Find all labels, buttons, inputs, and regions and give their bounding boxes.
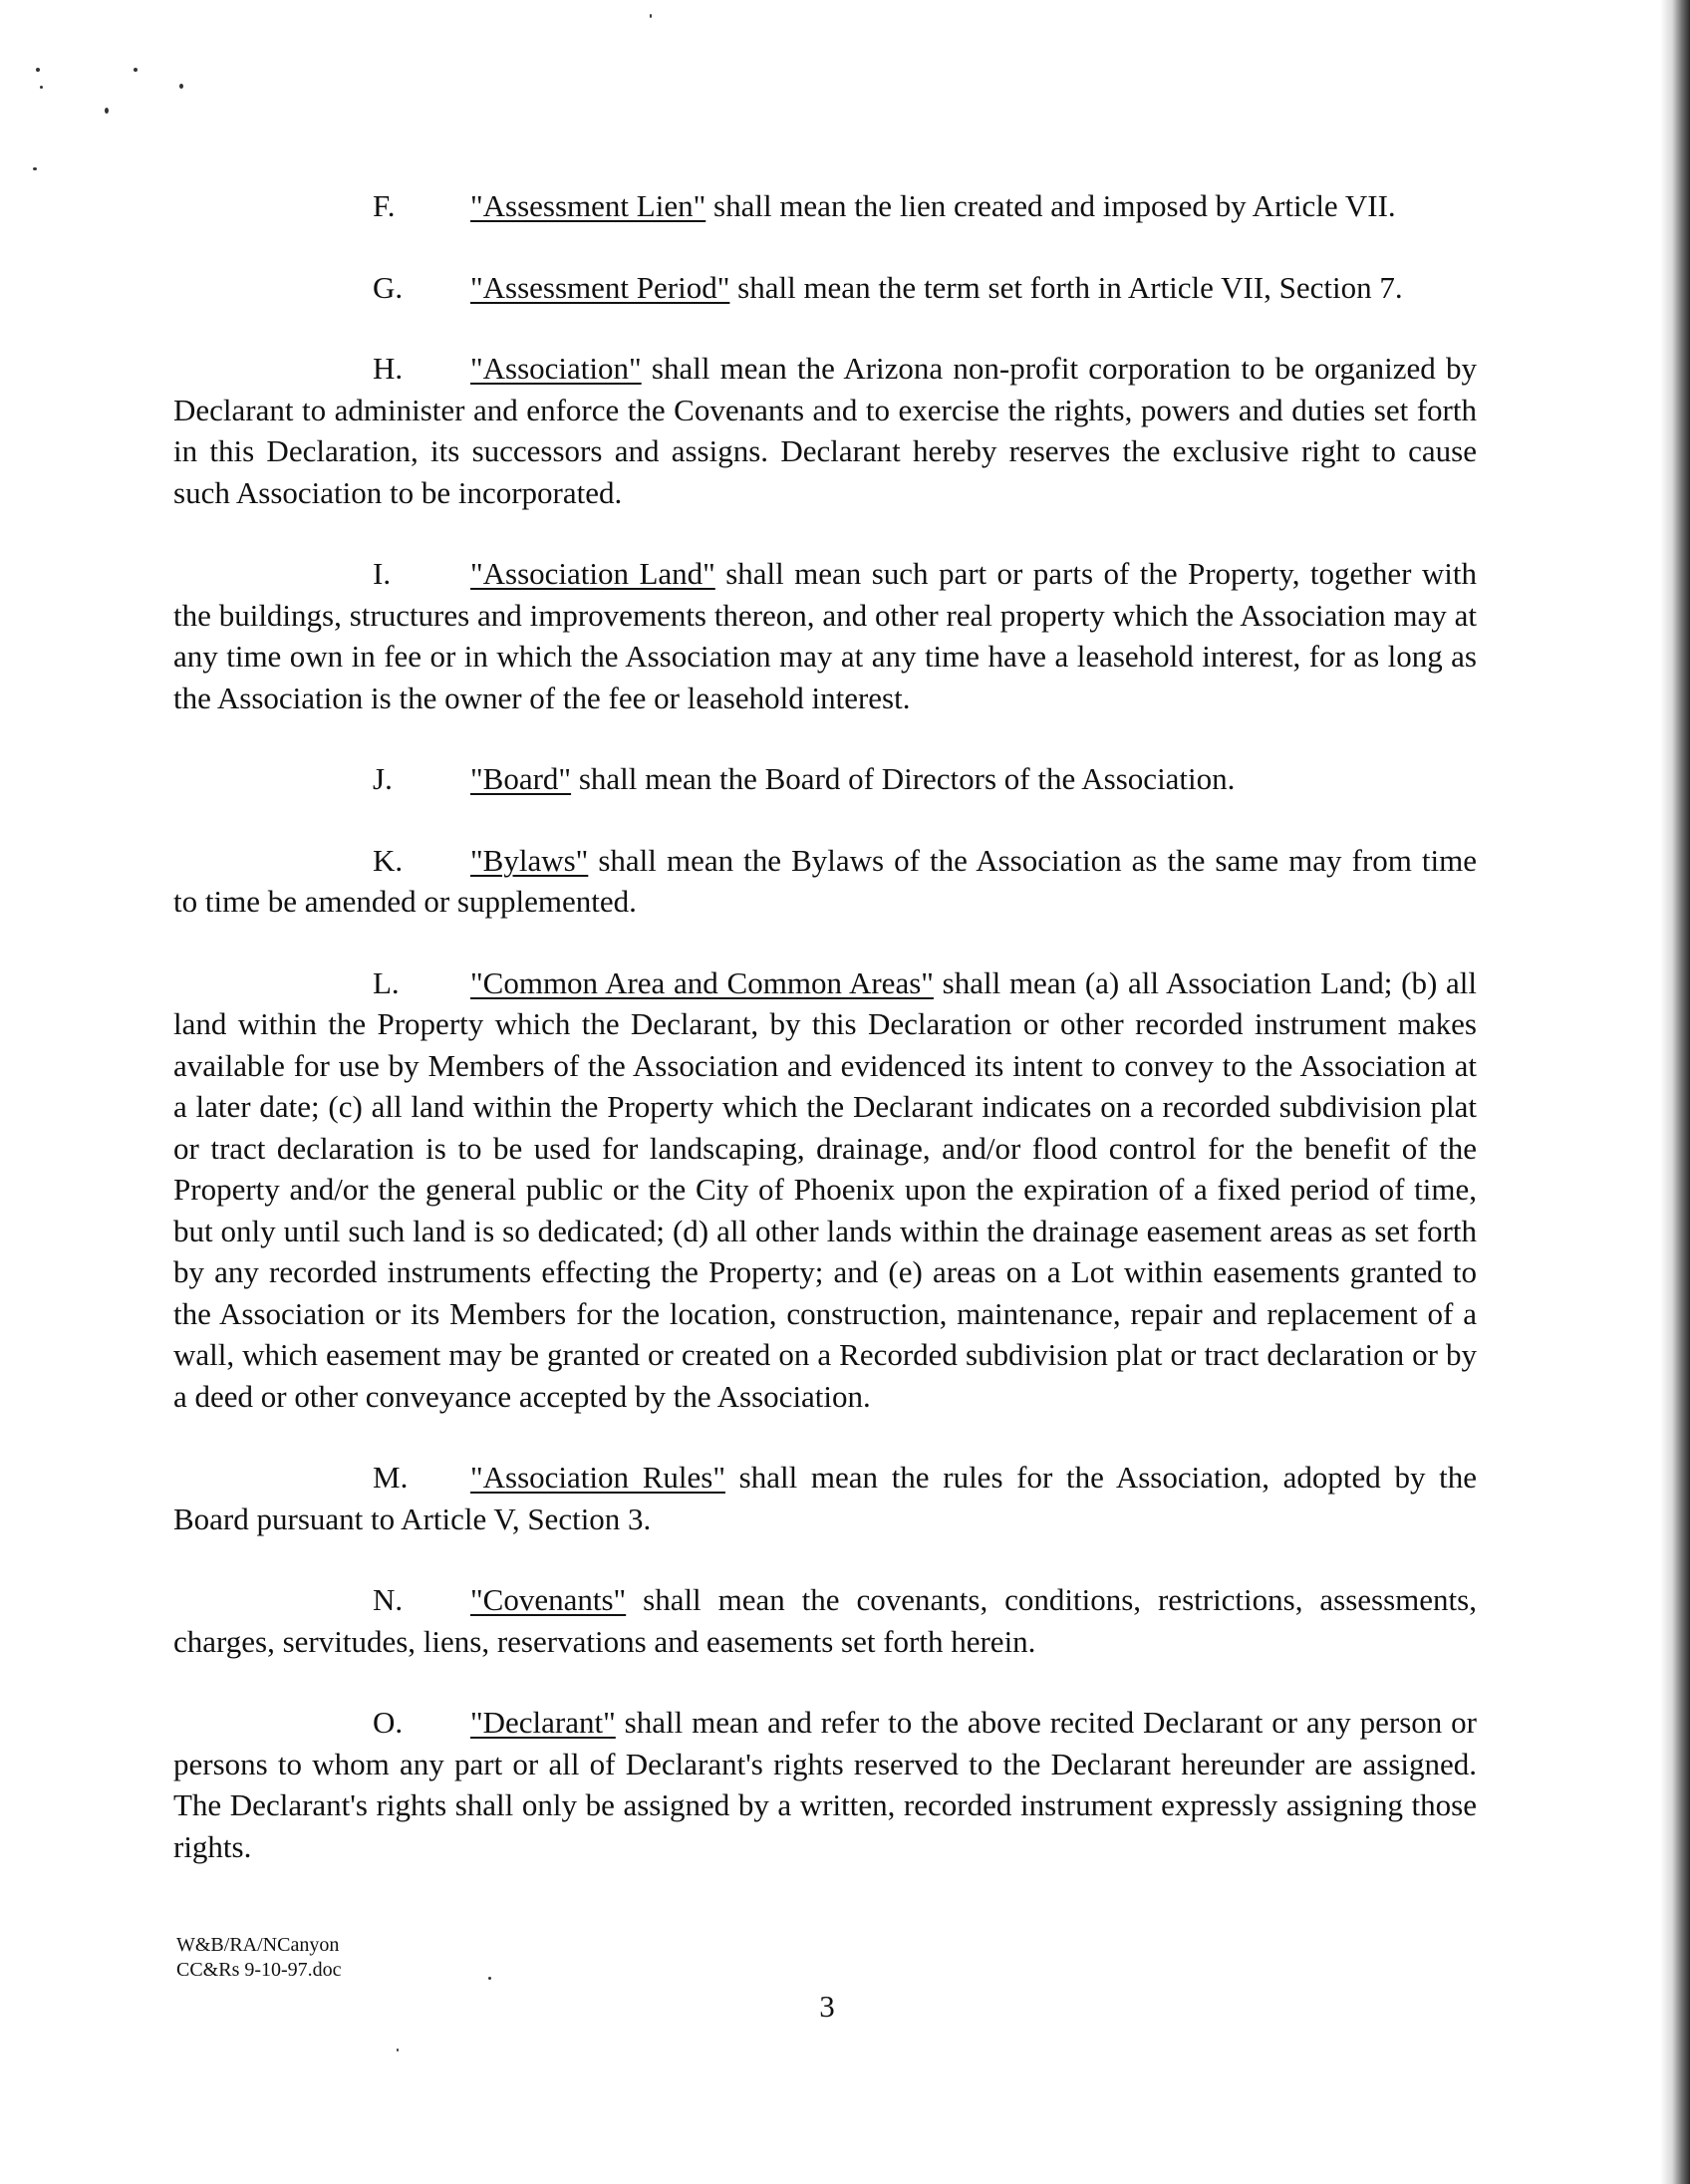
document-footer — [176, 1933, 342, 1983]
footer-file-name: CC&Rs 9-10-97.doc — [176, 1959, 342, 1981]
definition-term: "Covenants" — [470, 1582, 627, 1617]
definition-text: shall mean (a) all Association Land; (b) all land within the Property which the Declarant, by this Declaration or other recorded instrument makes available for use by Members of the Association and evidenced its intent to convey to the Association at a later date; (c) all land within the Property which the Declarant indicates on a recorded subdivision plat or tract declaration is to be used for landscaping, drainage, and/or flood control for the benefit of the Property and/or the general public or the City of Phoenix upon the expiration of a fixed period of time, but only until such land is so dedicated; (d) all other lands within the drainage easement areas as set forth by any recorded instruments effecting the Property; and (e) areas on a Lot within easements granted to the Association or its Members for the location, construction, maintenance, repair and replacement of a wall, which easement may be granted or created on a Recorded subdivision plat or tract declaration or by a deed or other conveyance accepted by the Association. — [173, 964, 1477, 1414]
definition-term: "Board" — [470, 761, 572, 796]
definition-term: "Common Area and Common Areas" — [470, 964, 934, 1000]
definition-text: shall mean the Bylaws of the Association as the same may from time to time be amended or supplemented. — [173, 842, 1477, 919]
footer-file-ref: W&B/RA/NCanyon — [176, 1934, 340, 1956]
definition-paragraph — [173, 267, 1477, 309]
definition-paragraph — [173, 758, 1477, 800]
definition-letter: M. — [373, 1460, 409, 1495]
definition-paragraph — [173, 185, 1477, 227]
definition-letter: J. — [373, 761, 393, 796]
definition-paragraph — [173, 1579, 1477, 1662]
scan-speck — [397, 2048, 399, 2051]
scan-speck — [105, 108, 109, 114]
definition-term: "Association Rules" — [470, 1460, 725, 1495]
definition-term: "Association Land" — [470, 556, 715, 591]
definition-text: shall mean the term set forth in Article VII, Section 7. — [729, 269, 1403, 305]
definition-text: shall mean the Board of Directors of the Association. — [571, 761, 1236, 796]
definition-letter: G. — [373, 269, 404, 305]
definition-paragraph — [173, 1702, 1477, 1867]
scan-edge-shadow — [1660, 0, 1690, 2184]
definition-term: "Declarant" — [470, 1705, 616, 1740]
definition-letter: L. — [373, 964, 400, 1000]
scan-speck — [36, 68, 40, 72]
scan-speck — [134, 68, 138, 72]
definition-text: shall mean and refer to the above recited Declarant or any person or persons to whom any part or all of Declarant's rights reserved to the Declarant hereunder are assigned. The Declarant's rights shall only be assigned by a written, recorded instrument expressly assigning those rights. — [173, 1705, 1477, 1864]
definition-letter: N. — [373, 1582, 404, 1617]
definition-text: shall mean the rules for the Association, adopted by the Board pursuant to Article V, Section 3. — [173, 1460, 1478, 1536]
definition-paragraph — [173, 348, 1477, 513]
definition-text: shall mean such part or parts of the Property, together with the buildings, structures and improvements thereon, and other real property which the Association may at any time own in fee or in which the Association may at any time have a leasehold interest, for as long as the Association is the owner of the fee or leasehold interest. — [173, 556, 1477, 715]
definition-term: "Assessment Period" — [470, 269, 730, 305]
definition-text: shall mean the covenants, conditions, restrictions, assessments, charges, servitudes, liens, reservations and easements set forth herein. — [173, 1582, 1477, 1659]
scan-speck — [33, 167, 37, 170]
definition-paragraph — [173, 553, 1477, 718]
definition-letter: H. — [373, 351, 404, 386]
definition-term: "Bylaws" — [470, 842, 589, 878]
definition-paragraph — [173, 1457, 1477, 1539]
definition-term: "Assessment Lien" — [470, 188, 706, 223]
definition-term: "Association" — [470, 351, 642, 386]
definition-text: shall mean the lien created and imposed by Article VII. — [705, 188, 1396, 223]
scan-speck — [488, 1977, 491, 1980]
definition-letter: I. — [373, 556, 392, 591]
definitions-list — [173, 185, 1477, 1867]
definition-text: shall mean the Arizona non-profit corporation to be organized by Declarant to administer and enforce the Covenants and to exercise the rights, powers and duties set forth in this Declaration, its successors and assigns. Declarant hereby reserves the exclusive right to cause such Association to be incorporated. — [173, 351, 1477, 510]
scan-speck — [179, 84, 183, 89]
scan-speck — [40, 86, 43, 89]
definition-letter: K. — [373, 842, 404, 878]
definition-letter: F. — [373, 188, 396, 223]
definition-paragraph — [173, 962, 1477, 1418]
scan-speck — [650, 14, 652, 18]
definition-letter: O. — [373, 1705, 404, 1740]
page-number: 3 — [819, 1989, 835, 2024]
definition-paragraph — [173, 840, 1477, 923]
